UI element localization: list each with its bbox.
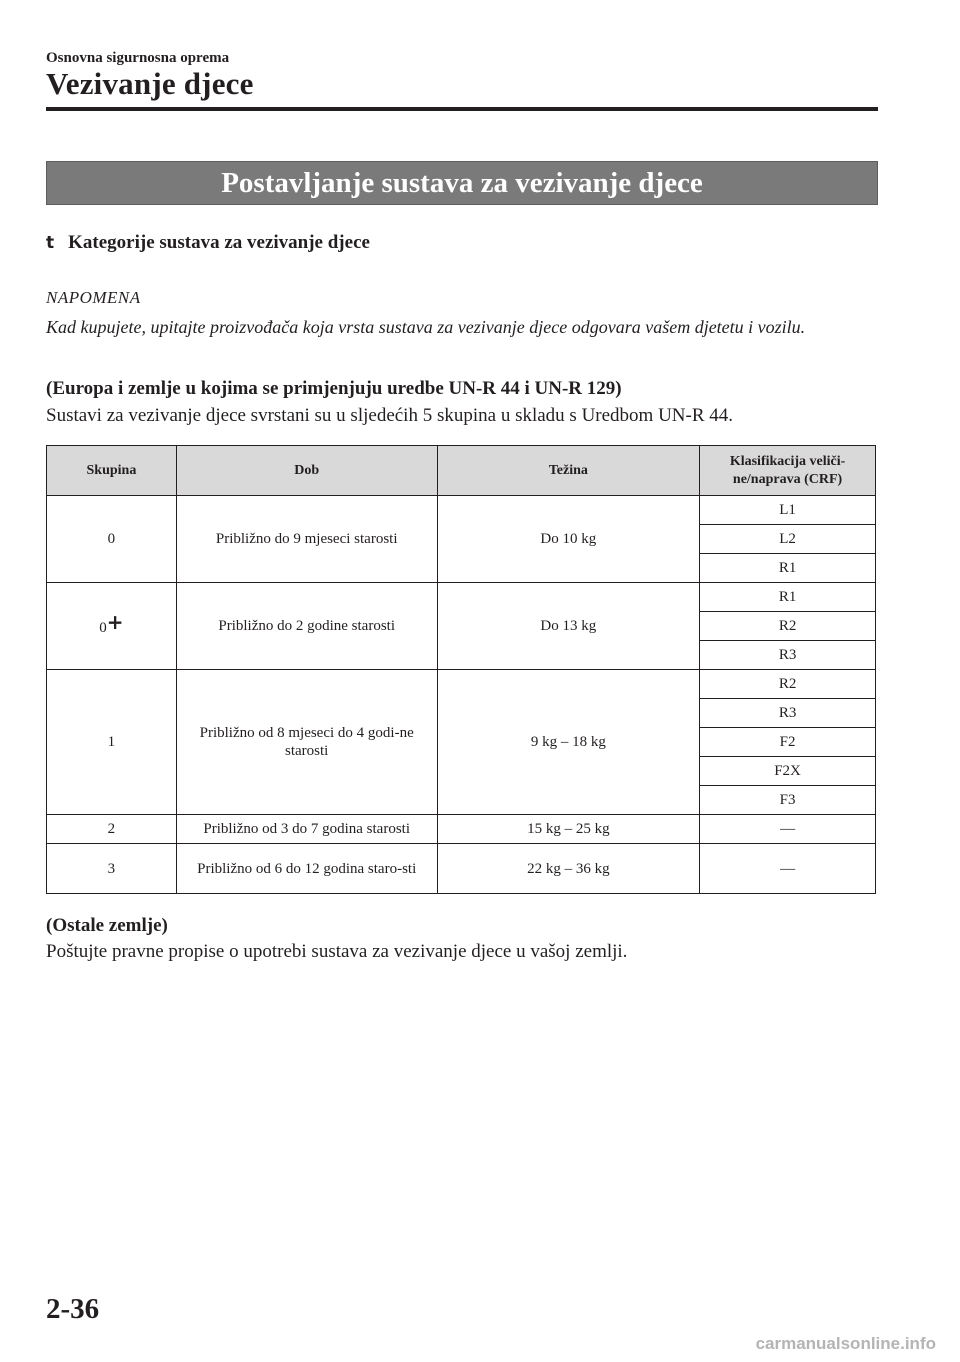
cell-crf: —	[700, 815, 876, 844]
table-row	[47, 844, 876, 894]
banner-title: Postavljanje sustava za vezivanje djece	[46, 161, 878, 205]
restraint-category-table	[46, 445, 876, 894]
header-group: Skupina	[47, 446, 177, 496]
europe-text: Sustavi za vezivanje djece svrstani su u sljedećih 5 skupina u skladu s Uredbom UN-R 44.	[46, 405, 734, 426]
cell-crf: L2	[700, 525, 876, 554]
bullet-icon: t	[46, 233, 55, 253]
page-number: 2-36	[46, 1293, 100, 1325]
subheading-text: Kategorije sustava za vezivanje djece	[68, 232, 370, 253]
other-heading: (Ostale zemlje)	[46, 915, 168, 936]
table-row	[47, 496, 876, 525]
table-header-row	[47, 446, 876, 496]
running-head: Osnovna sigurnosna oprema	[46, 50, 230, 66]
cell-crf: R3	[700, 699, 876, 728]
cell-group: 2	[47, 815, 177, 844]
cell-crf: R1	[700, 554, 876, 583]
cell-crf: R2	[700, 670, 876, 699]
cell-crf: R3	[700, 641, 876, 670]
cell-age: Približno od 6 do 12 godina staro-sti	[176, 844, 437, 894]
cell-age: Približno do 2 godine starosti	[176, 583, 437, 670]
cell-weight: 22 kg – 36 kg	[437, 844, 700, 894]
cell-age: Približno od 8 mjeseci do 4 godi-ne starosti	[176, 670, 437, 815]
cell-group: 1	[47, 670, 177, 815]
plus-icon: +	[106, 609, 124, 634]
europe-heading: (Europa i zemlje u kojima se primjenjuju uredbe UN-R 44 i UN-R 129)	[46, 378, 622, 399]
cell-age: Približno do 9 mjeseci starosti	[176, 496, 437, 583]
cell-age: Približno od 3 do 7 godina starosti	[176, 815, 437, 844]
group-number: 0	[99, 619, 107, 636]
cell-crf: R2	[700, 612, 876, 641]
cell-crf: —	[700, 844, 876, 894]
table-row	[47, 670, 876, 699]
table-row	[47, 583, 876, 612]
subheading	[46, 232, 370, 254]
cell-weight: Do 13 kg	[437, 583, 700, 670]
watermark: carmanualsonline.info	[755, 1334, 936, 1353]
cell-crf: R1	[700, 583, 876, 612]
cell-group: 3	[47, 844, 177, 894]
note-text: Kad kupujete, upitajte proizvođača koja vrsta sustava za vezivanje djece odgovara vašem djetetu i vozilu.	[46, 317, 806, 337]
cell-crf: F3	[700, 786, 876, 815]
cell-crf: F2X	[700, 757, 876, 786]
note-label: NAPOMENA	[46, 288, 141, 307]
cell-weight: Do 10 kg	[437, 496, 700, 583]
cell-weight: 15 kg – 25 kg	[437, 815, 700, 844]
cell-crf: L1	[700, 496, 876, 525]
cell-crf: F2	[700, 728, 876, 757]
header-rule	[46, 107, 878, 111]
table-row	[47, 815, 876, 844]
header-weight: Težina	[437, 446, 700, 496]
table-body	[47, 496, 876, 894]
cell-weight: 9 kg – 18 kg	[437, 670, 700, 815]
cell-group: 0	[47, 496, 177, 583]
header-age: Dob	[176, 446, 437, 496]
cell-group	[47, 583, 177, 670]
section-title: Vezivanje djece	[46, 66, 254, 101]
other-text: Poštujte pravne propise o upotrebi sustava za vezivanje djece u vašoj zemlji.	[46, 941, 628, 962]
header-crf: Klasifikacija veliči-ne/naprava (CRF)	[700, 446, 876, 496]
